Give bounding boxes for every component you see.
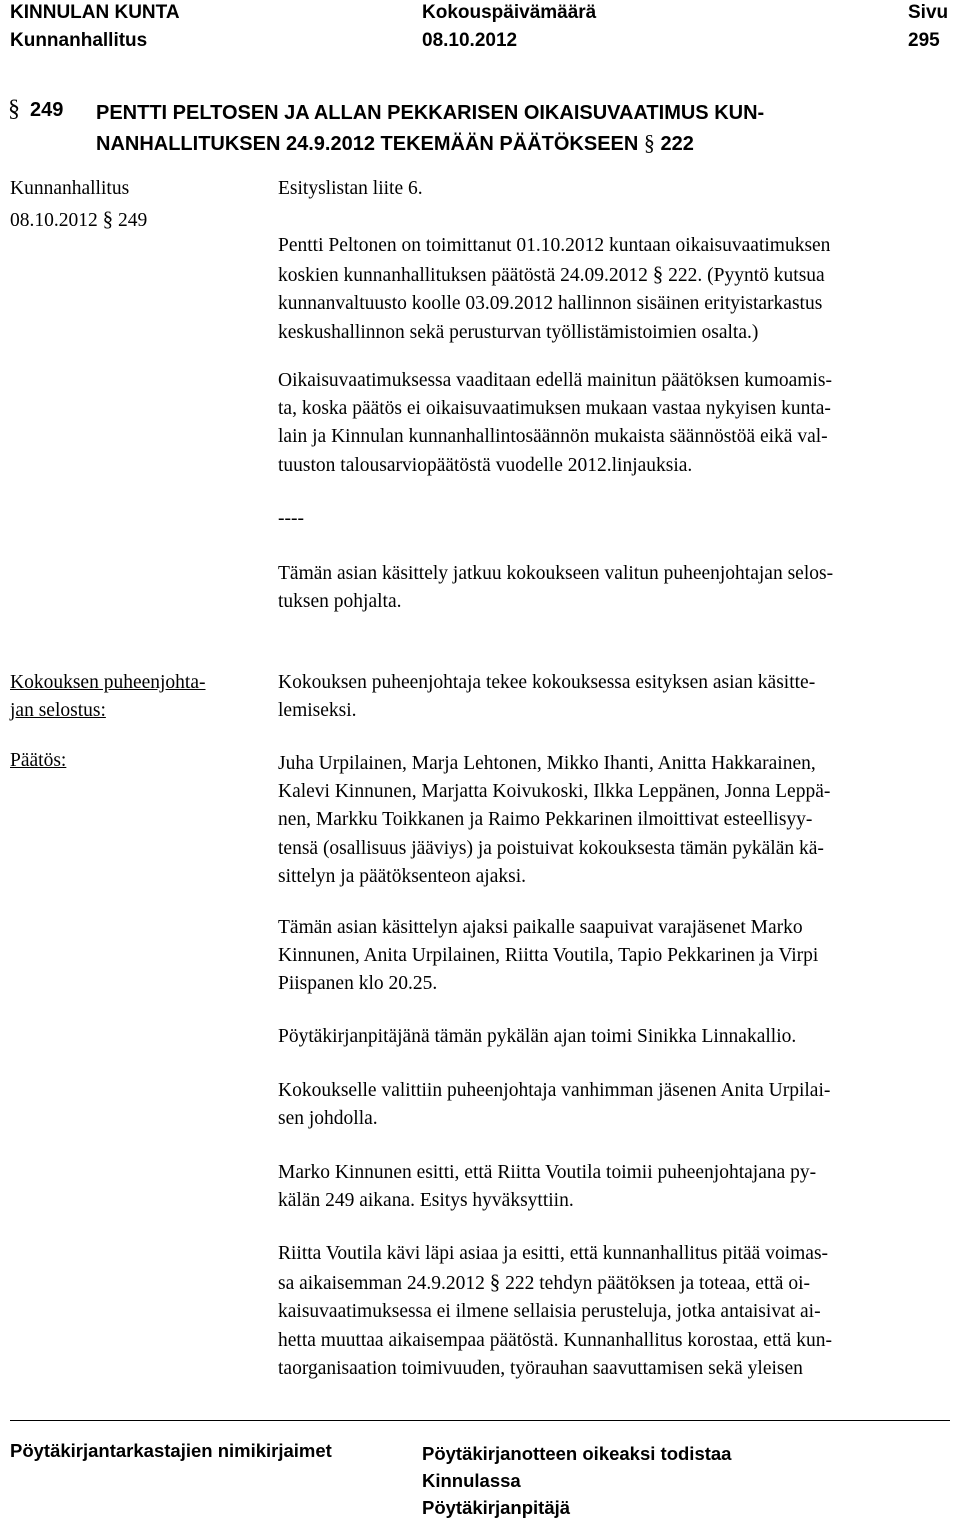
label-line: jan selostus: bbox=[10, 700, 106, 722]
text-line: nen, Markku Toikkanen ja Raimo Pekkarinen ilmoittivat esteellisyy- bbox=[278, 809, 813, 831]
decision-label: Päätös: bbox=[10, 750, 67, 771]
footer-line: Pöytäkirjanotteen oikeaksi todistaa bbox=[422, 1443, 732, 1464]
meeting-date: 08.10.2012 bbox=[422, 30, 518, 51]
text-line: Kinnunen, Anita Urpilainen, Riitta Voutila, Tapio Pekkarinen ja Virpi bbox=[278, 945, 819, 967]
municipality-name: KINNULAN KUNTA bbox=[10, 2, 180, 23]
section-number: 249 bbox=[30, 99, 64, 121]
text-line: Pentti Peltonen on toimittanut 01.10.2012 kuntaan oikaisuvaatimuksen bbox=[278, 235, 831, 256]
section-title bbox=[96, 99, 764, 159]
page-number: 295 bbox=[908, 30, 940, 51]
paragraph-substitutes bbox=[278, 914, 818, 999]
paragraph-secretary bbox=[278, 1023, 796, 1051]
board-name: Kunnanhallitus bbox=[10, 30, 148, 51]
footer-initials-label: Pöytäkirjantarkastajien nimikirjaimet bbox=[10, 1440, 332, 1461]
text-line: Kokouksen puheenjohtaja tekee kokouksessa esityksen asian käsitte- bbox=[278, 672, 816, 693]
text-line: hetta muuttaa aikaisempaa päätöstä. Kunnanhallitus korostaa, että kun- bbox=[278, 1329, 832, 1351]
text-line: Kokoukselle valittiin puheenjohtaja vanhimman jäsenen Anita Urpilai- bbox=[278, 1080, 831, 1101]
section-ref-number: 222 bbox=[660, 133, 694, 155]
text-line: Oikaisuvaatimuksessa vaaditaan edellä mainitun päätöksen kumoamis- bbox=[278, 370, 832, 391]
section-title-line bbox=[96, 128, 764, 159]
text-line: kaisuvaatimuksessa ei ilmene sellaisia perusteluja, jotka antaisivat ai- bbox=[278, 1301, 821, 1323]
section-symbol-inline: § bbox=[652, 262, 664, 287]
text-line: Juha Urpilainen, Marja Lehtonen, Mikko Ihanti, Anitta Hakkarainen, bbox=[278, 753, 816, 774]
text-line: Pöytäkirjanpitäjänä tämän pykälän ajan toimi Sinikka Linnakallio. bbox=[278, 1026, 797, 1047]
section-symbol: § bbox=[8, 96, 20, 122]
text-line: lain ja Kinnulan kunnanhallintosäännön mukaista säännöstöä eikä val- bbox=[278, 426, 828, 448]
footer-line: Pöytäkirjanpitäjä bbox=[422, 1497, 571, 1518]
ref-number: 249 bbox=[118, 210, 148, 231]
paragraph-continuation bbox=[278, 560, 833, 616]
text-line: Kalevi Kinnunen, Marjatta Koivukoski, Ilkka Leppänen, Jonna Leppä- bbox=[278, 781, 831, 803]
text-line: Marko Kinnunen esitti, että Riitta Voutila toimii puheenjohtajana py- bbox=[278, 1162, 817, 1183]
paragraph-claim bbox=[278, 367, 832, 480]
attachment-note: Esityslistan liite 6. bbox=[278, 178, 423, 199]
footer-divider bbox=[10, 1420, 950, 1421]
text-line bbox=[278, 1268, 832, 1298]
chair-statement-label bbox=[10, 669, 206, 725]
paragraph-complaint-intro bbox=[278, 232, 830, 347]
section-title-line: PENTTI PELTOSEN JA ALLAN PEKKARISEN OIKAISUVAATIMUS KUN- bbox=[96, 102, 765, 124]
text-fragment: sa aikaisemman 24.9.2012 bbox=[278, 1273, 485, 1295]
paragraph-proposal bbox=[278, 1240, 832, 1383]
footer-line: Kinnulassa bbox=[422, 1470, 521, 1491]
text-line: taorganisaation toimivuuden, työrauhan saavuttamisen sekä yleisen bbox=[278, 1357, 803, 1379]
text-line: Piispanen klo 20.25. bbox=[278, 973, 438, 995]
ref-date bbox=[10, 207, 147, 232]
separator-dashes: ---- bbox=[278, 508, 304, 529]
text-line: Riitta Voutila kävi läpi asiaa ja esitti, että kunnanhallitus pitää voimas- bbox=[278, 1243, 829, 1264]
text-fragment: 222 tehdyn päätöksen ja toteaa, että oi- bbox=[505, 1273, 810, 1295]
text-line: Tämän asian käsittelyn ajaksi paikalle saapuivat varajäsenet Marko bbox=[278, 917, 803, 938]
text-line: kunnanvaltuusto koolle 03.09.2012 hallinnon sisäinen erityistarkastus bbox=[278, 293, 823, 315]
text-fragment: koskien kunnanhallituksen päätöstä 24.09.2012 bbox=[278, 265, 648, 287]
text-line: ta, koska päätös ei oikaisuvaatimuksen mukaan vastaa nykyisen kunta- bbox=[278, 398, 831, 420]
text-line: tuuston talousarviopäätöstä vuodelle 2012.linjauksia. bbox=[278, 454, 693, 476]
text-line: tensä (osallisuus jääviys) ja poistuivat kokouksesta tämän pykälän kä- bbox=[278, 837, 824, 859]
text-line: sittelyn ja päätöksenteon ajaksi. bbox=[278, 865, 527, 887]
paragraph-chair-election bbox=[278, 1077, 830, 1133]
text-line: tuksen pohjalta. bbox=[278, 591, 402, 613]
section-symbol-inline: § bbox=[643, 130, 655, 155]
text-line: Tämän asian käsittely jatkuu kokoukseen valitun puheenjohtajan selos- bbox=[278, 563, 834, 584]
text-line bbox=[278, 260, 830, 290]
text-fragment: 222. (Pyyntö kutsua bbox=[668, 265, 825, 287]
ref-date-text: 08.10.2012 bbox=[10, 210, 98, 231]
text-line: kälän 249 aikana. Esitys hyväksyttiin. bbox=[278, 1190, 574, 1212]
paragraph-chair-statement bbox=[278, 669, 815, 725]
text-line: lemiseksi. bbox=[278, 700, 357, 722]
paragraph-disqualifications bbox=[278, 750, 830, 891]
footer-certification bbox=[422, 1440, 731, 1521]
label-line: Kokouksen puheenjohta- bbox=[10, 672, 206, 693]
text-line: keskushallinnon sekä perusturvan työllistämistoimien osalta.) bbox=[278, 321, 759, 343]
text-line: sen johdolla. bbox=[278, 1108, 378, 1130]
paragraph-chair-proposal bbox=[278, 1159, 816, 1215]
meeting-date-label: Kokouspäivämäärä bbox=[422, 2, 597, 23]
ref-symbol: § bbox=[102, 207, 114, 231]
ref-board: Kunnanhallitus bbox=[10, 178, 130, 199]
section-symbol-inline: § bbox=[489, 1270, 501, 1295]
section-title-text: NANHALLITUKSEN 24.9.2012 TEKEMÄÄN PÄÄTÖKSEEN bbox=[96, 133, 639, 155]
page-label: Sivu bbox=[908, 2, 949, 23]
